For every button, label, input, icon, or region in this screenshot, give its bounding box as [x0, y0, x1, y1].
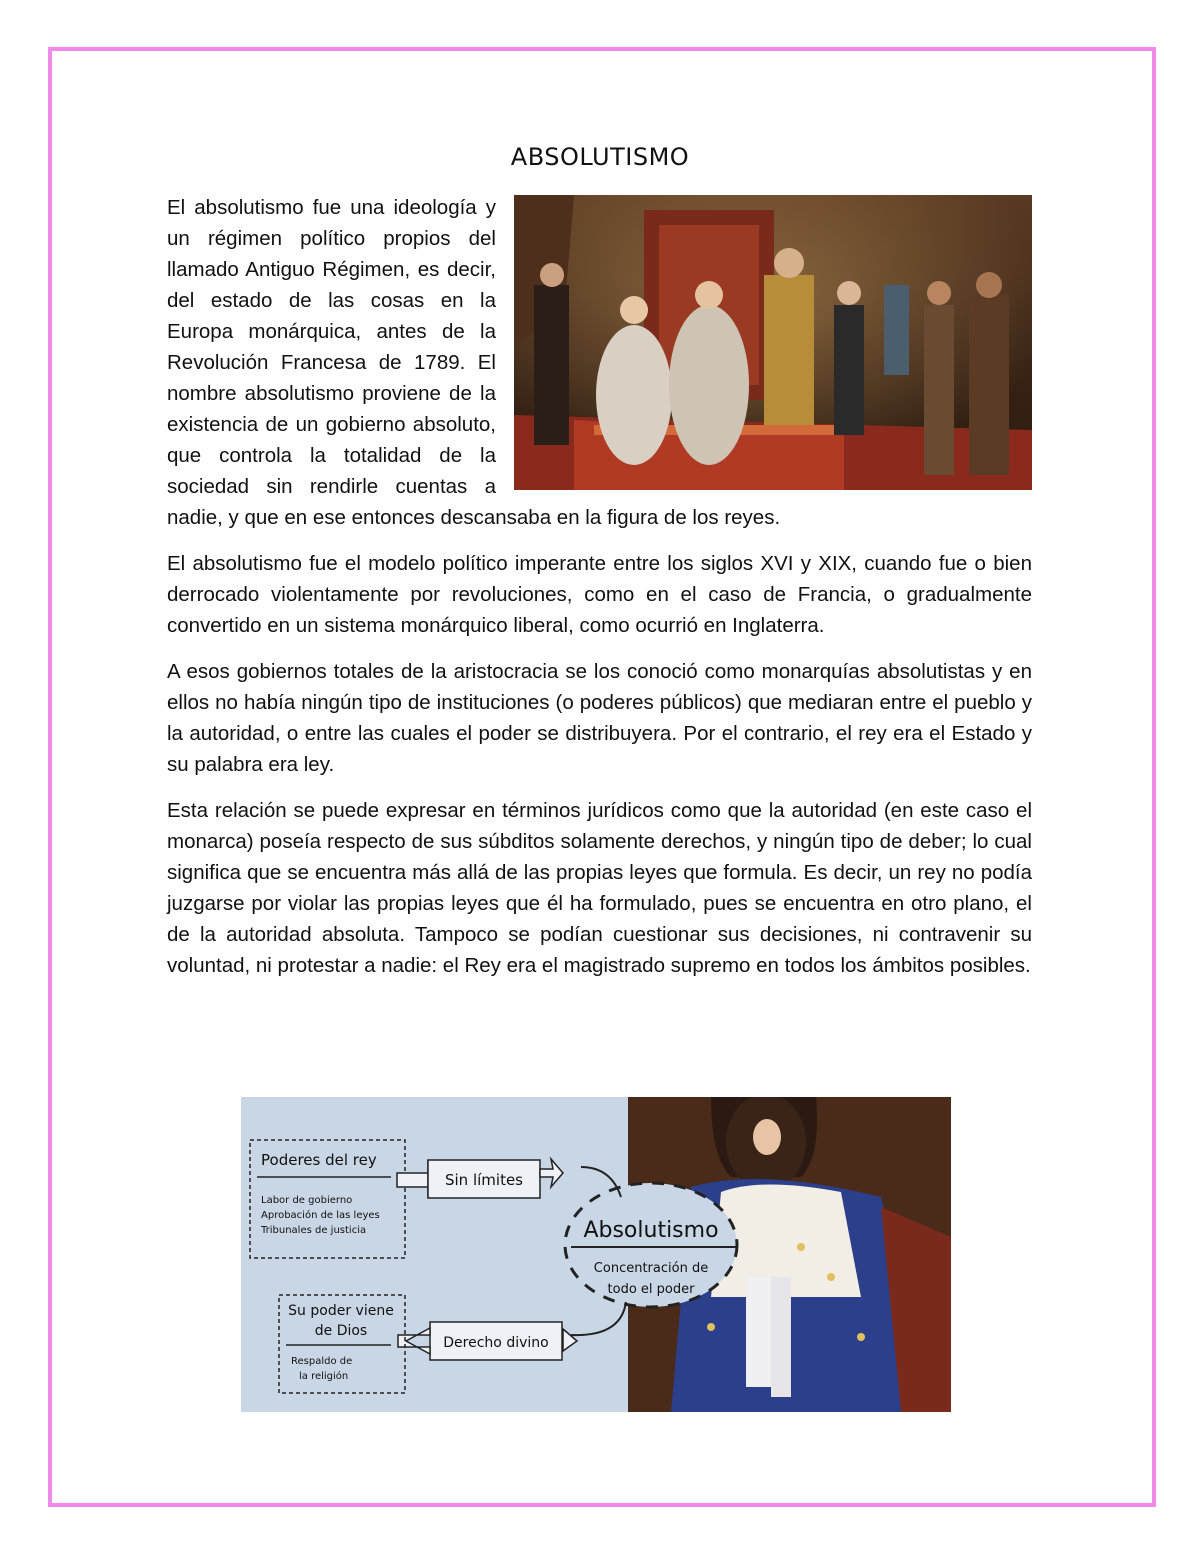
- dios-line2: de Dios: [314, 1323, 368, 1339]
- paragraph-2: El absolutismo fue el modelo político imperante entre los siglos XVI y XIX, cuando fue o bien derrocado violentamente por revoluciones, como en el caso de Francia, o gradualmente convertido en un sistema monárquico liberal, como ocurrió en Inglaterra.: [167, 552, 1032, 637]
- paragraph-1: El absolutismo fue una ideología y un régimen político propios del llamado Antiguo Régimen, es decir, del estado de las cosas en la Europa monárquica, antes de la Revolución Francesa de 1789. El nombre absolutismo proviene de la existencia de un gobierno absoluto, que controla la totalidad de la sociedad sin rendirle cuentas a nadie, y que en ese entonces descansaba en la figura de los reyes.: [167, 196, 781, 529]
- sin-limites-label: Sin límites: [444, 1171, 524, 1189]
- document-body: [167, 192, 1032, 996]
- absolutism-infographic: [241, 1097, 951, 1412]
- historical-painting: [514, 195, 1032, 490]
- paragraph-3: A esos gobiernos totales de la aristocracia se los conoció como monarquías absolutistas y en ellos no había ningún tipo de instituciones (o poderes públicos) que mediaran entre el pueblo y la autoridad, o entre las cuales el poder se distribuyera. Por el contrario, el rey era el Estado y su palabra era ley.: [167, 660, 1032, 776]
- center-title: Absolutismo: [583, 1218, 719, 1243]
- dios-line1: Su poder viene: [288, 1303, 394, 1319]
- paragraph-4: Esta relación se puede expresar en términos jurídicos como que la autoridad (en este caso el monarca) poseía respecto de sus súbditos solamente derechos, y ningún tipo de deber; lo cual significa que se encuentra más allá de las propias leyes que formula. Es decir, un rey no podía juzgarse por violar las propias leyes que él ha formulado, pues se encuentra en otro plano, el de la autoridad absoluta. Tampoco se podían cuestionar sus decisiones, ni contravenir su voluntad, ni protestar a nadie: el Rey era el magistrado supremo en todos los ámbitos posibles.: [167, 799, 1032, 977]
- center-line2: todo el poder: [607, 1282, 695, 1297]
- left-arrow-1: [397, 1160, 428, 1198]
- center-line1: Concentración de: [593, 1261, 709, 1276]
- left-arrow-2: [398, 1328, 430, 1354]
- poderes-item-3: Tribunales de justicia: [261, 1225, 367, 1236]
- dios-note1: Respaldo de: [291, 1356, 353, 1367]
- poderes-title: Poderes del rey: [261, 1151, 377, 1169]
- page-title: ABSOLUTISMO: [510, 143, 690, 171]
- derecho-label: Derecho divino: [443, 1335, 549, 1351]
- infographic-svg: [241, 1097, 951, 1412]
- poderes-item-1: Labor de gobierno: [261, 1195, 353, 1206]
- poderes-item-2: Aprobación de las leyes: [261, 1210, 380, 1221]
- dios-note2: la religión: [299, 1371, 349, 1382]
